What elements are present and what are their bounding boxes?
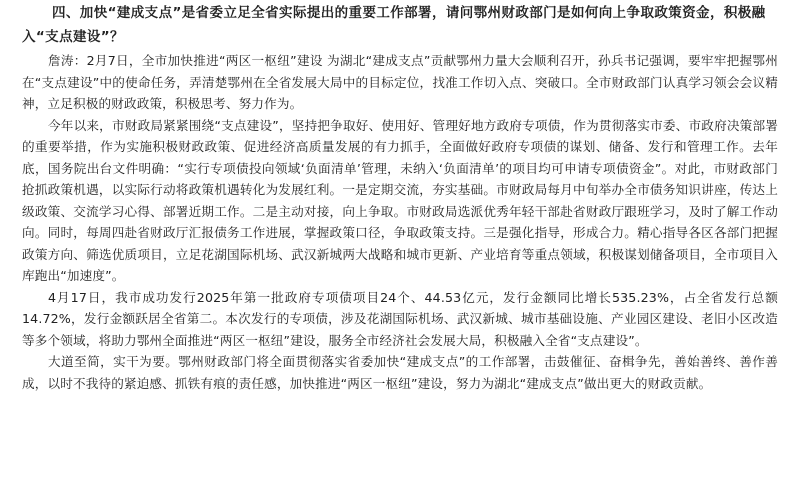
answer-paragraph-2: 今年以来，市财政局紧紧围绕“支点建设”，坚持把争取好、使用好、管理好地方政府专项债，作为贯彻落实市委、市政府决策部署的重要举措，作为实施积极财政政策、促进经济高质量发展的有力抓手，全面做好政府专项债的谋划、储备、发行和管理工作。去年底，国务院出台文件明确：“实行专项债投向领域‘负面清单’管理，未纳入‘负面清单’的项目均可申请专项债资金”。对此，市财政部门抢抓政策机遇，以实际行动将政策机遇转化为发展红利。一是定期交流，夯实基础。市财政局每月中旬举办全市债务知识讲座，传达上级政策、交流学习心得、部署近期工作。二是主动对接，向上争取。市财政局选派优秀年轻干部赴省财政厅跟班学习，及时了解工作动向。同时，每周四赴省财政厅汇报债务工作进展，掌握政策口径，争取政策支持。三是强化指导，形成合力。精心指导各区各部门把握政策方向、筛选优质项目，立足花湖国际机场、武汉新城两大战略和城市更新、产业培育等重点领域，积极谋划储备项目，全市项目入库跑出“加速度”。: [22, 117, 778, 283]
question-heading: 四、加快“建成支点”是省委立足全省实际提出的重要工作部署，请问鄂州财政部门是如何向上争取政策资金，积极融入“支点建设”？: [22, 5, 766, 45]
answer-paragraph-4: 大道至简，实干为要。鄂州财政部门将全面贯彻落实省委加快“建成支点”的工作部署，击鼓催征、奋楫争先，善始善终、善作善成，以时不我待的紧迫感、抓铁有痕的责任感，加快推进“两区一枢纽”建设，努力为湖北“建成支点”做出更大的财政贡献。: [22, 354, 778, 391]
answer-paragraph-1: 詹涛：2月7日，全市加快推进“两区一枢纽”建设 为湖北“建成支点”贡献鄂州力量大会顺利召开，孙兵书记强调，要牢牢把握鄂州在“支点建设”中的使命任务，弄清楚鄂州在全省发展大局中的目标定位，找准工作切入点、突破口。全市财政部门认真学习领会会议精神，立足积极的财政政策，积极思考、努力作为。: [22, 53, 778, 111]
answer-paragraph-3: 4月17日，我市成功发行2025年第一批政府专项债项目24个、44.53亿元，发行金额同比增长535.23%，占全省发行总额14.72%，发行金额跃居全省第二。本次发行的专项债，涉及花湖国际机场、武汉新城、城市基础设施、产业园区建设、老旧小区改造等多个领域，将助力鄂州全面推进“两区一枢纽”建设，服务全市经济社会发展大局，积极融入全省“支点建设”。: [22, 289, 778, 348]
